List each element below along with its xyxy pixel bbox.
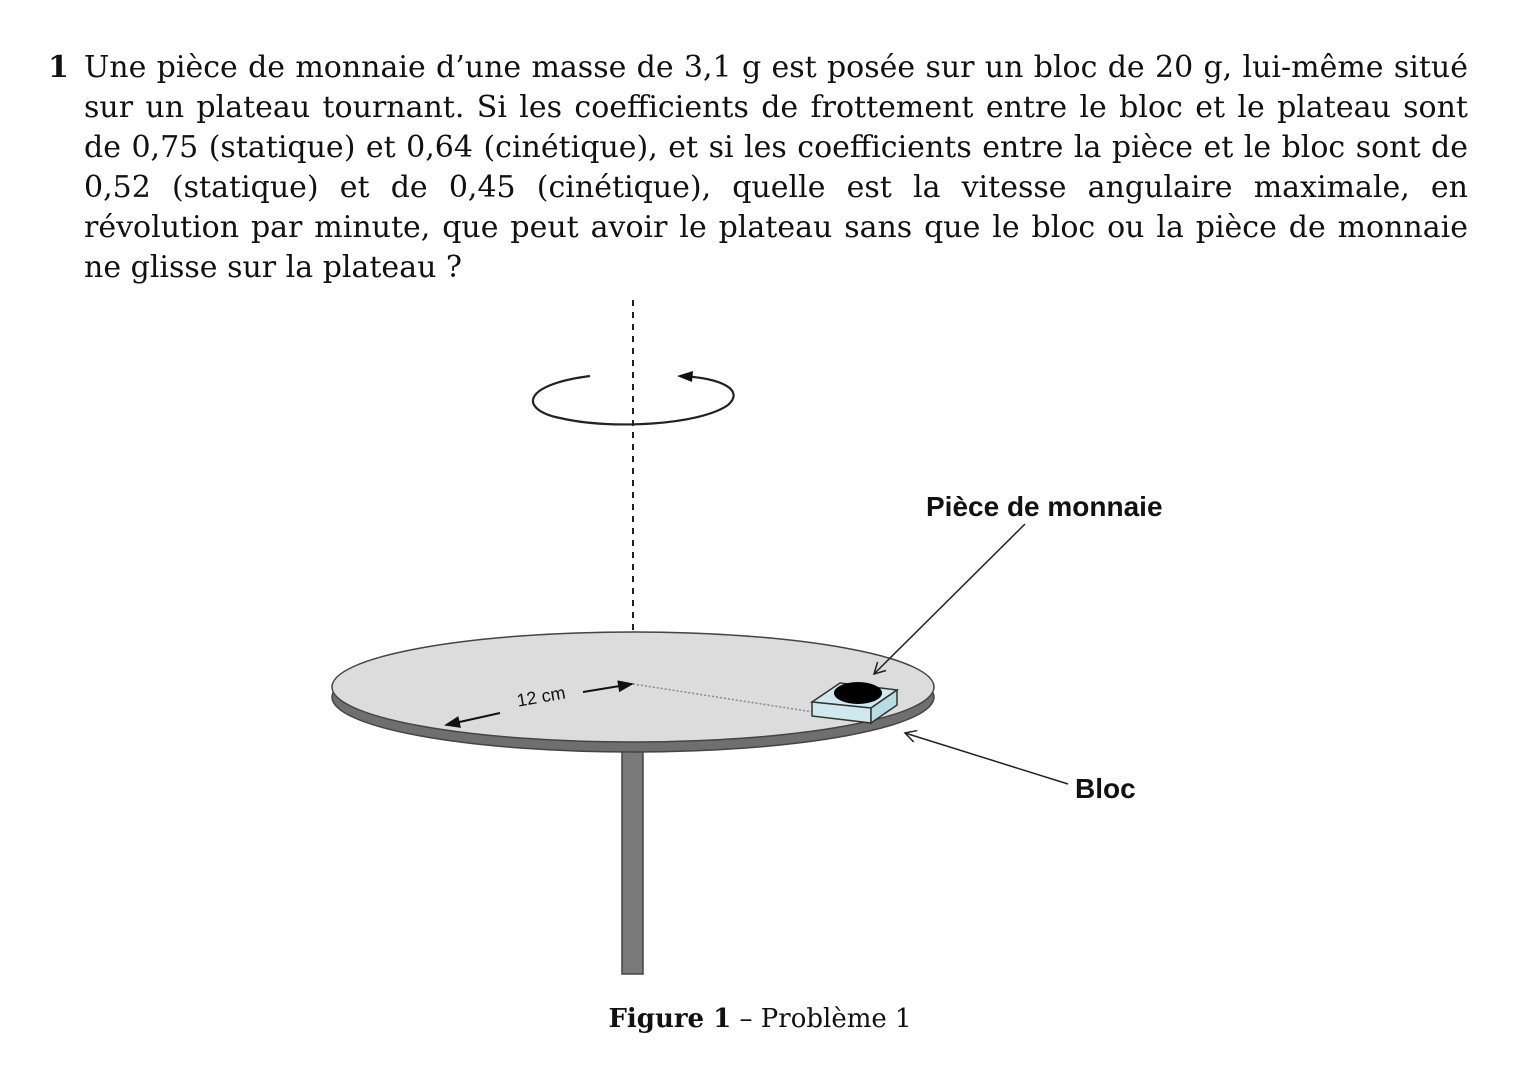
problem-number: 1 [48,50,69,85]
figure-caption [0,1002,1520,1036]
turntable-stand [622,746,643,974]
coin [834,682,882,704]
block-pointer-line [905,733,1068,784]
block-label: Bloc [1075,773,1136,804]
coin-label: Pièce de monnaie [926,491,1163,522]
problem-text: Une pièce de monnaie d’une masse de 3,1 g est posée sur un bloc de 20 g, lui-même situé sur un plateau tournant. Si les coefficients de frottement entre le bloc et le plateau sont de 0,75 (statique) et 0,64 (cinétique), et si les coefficients entre la pièce et le bloc sont de 0,52 (statique) et de 0,45 (cinétique), quelle est la vitesse angulaire maximale, en révolution par minute, que peut avoir le plateau sans que le bloc ou la pièce de monnaie ne glisse sur la plateau ? [84,50,1468,285]
caption-text: Problème 1 [760,1004,912,1034]
coin-pointer-line [874,524,1025,674]
caption-separator: – [731,1004,761,1034]
radius-label: 12 cm [515,682,567,711]
rotation-arrow-head [677,371,693,382]
caption-prefix: Figure 1 [608,1004,732,1034]
